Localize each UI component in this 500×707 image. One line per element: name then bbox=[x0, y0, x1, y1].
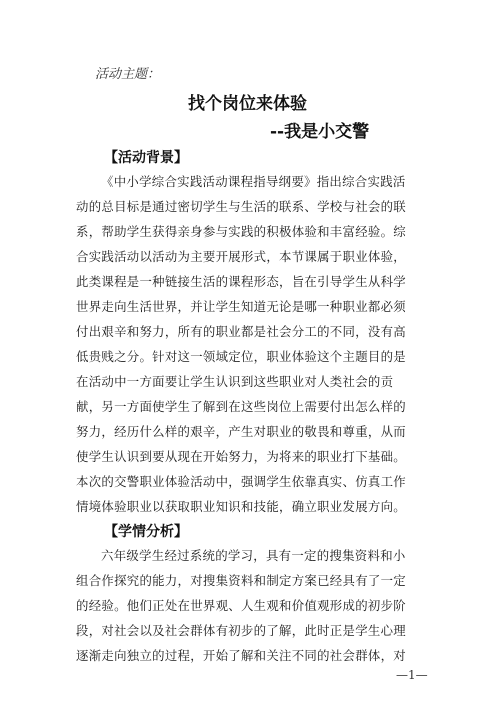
activity-theme-label: 活动主题： bbox=[95, 67, 161, 82]
paragraph-line: 系，帮助学生获得亲身参与实践的积极体验和丰富经验。综 bbox=[76, 224, 406, 239]
paragraph-line: 合实践活动以活动为主要开展形式，本节课属于职业体验， bbox=[76, 249, 406, 264]
paragraph-line: 本次的交警职业体验活动中，强调学生依靠真实、仿真工作 bbox=[76, 474, 406, 489]
paragraph-line: 世界走向生活世界，并让学生知道无论是哪一种职业都必须 bbox=[76, 299, 406, 314]
document-title: 找个岗位来体验 bbox=[188, 94, 307, 114]
paragraph-line: 付出艰辛和努力，所有的职业都是社会分工的不同，没有高 bbox=[76, 324, 406, 339]
paragraph-line: 情境体验职业以获取职业知识和技能，确立职业发展方向。 bbox=[76, 499, 406, 514]
paragraph-line: 的经验。他们正处在世界观、人生观和价值观形成的初步阶 bbox=[76, 598, 406, 613]
paragraph-line: 《中小学综合实践活动课程指导纲要》指出综合实践活 bbox=[101, 174, 406, 189]
paragraph-line: 低贵贱之分。针对这一领域定位，职业体验这个主题目的是 bbox=[76, 349, 406, 364]
paragraph-line: 此类课程是一种链接生活的课程形态，旨在引导学生从科学 bbox=[76, 274, 406, 289]
section-heading-background: 【活动背景】 bbox=[104, 150, 188, 166]
section-heading-learning-analysis: 【学情分析】 bbox=[104, 524, 188, 540]
paragraph-line: 六年级学生经过系统的学习，具有一定的搜集资料和小 bbox=[101, 548, 406, 563]
paragraph-line: 动的总目标是通过密切学生与生活的联系、学校与社会的联 bbox=[76, 199, 406, 214]
paragraph-line: 在活动中一方面要让学生认识到这些职业对人类社会的贡 bbox=[76, 374, 394, 389]
paragraph-line: 段，对社会以及社会群体有初步的了解，此时正是学生心理 bbox=[76, 623, 406, 638]
paragraph-line: 逐渐走向独立的过程，开始了解和关注不同的社会群体，对 bbox=[76, 648, 406, 663]
paragraph-line: 使学生认识到要从现在开始努力，为将来的职业打下基础。 bbox=[76, 449, 406, 464]
page-number: —1— bbox=[396, 668, 428, 682]
paragraph-line: 努力，经历什么样的艰辛，产生对职业的敬畏和尊重，从而 bbox=[76, 424, 406, 439]
paragraph-line: 组合作探究的能力，对搜集资料和制定方案已经具有了一定 bbox=[76, 573, 406, 588]
document-subtitle: --我是小交警 bbox=[270, 122, 370, 142]
paragraph-line: 献，另一方面使学生了解到在这些岗位上需要付出怎么样的 bbox=[76, 399, 406, 414]
